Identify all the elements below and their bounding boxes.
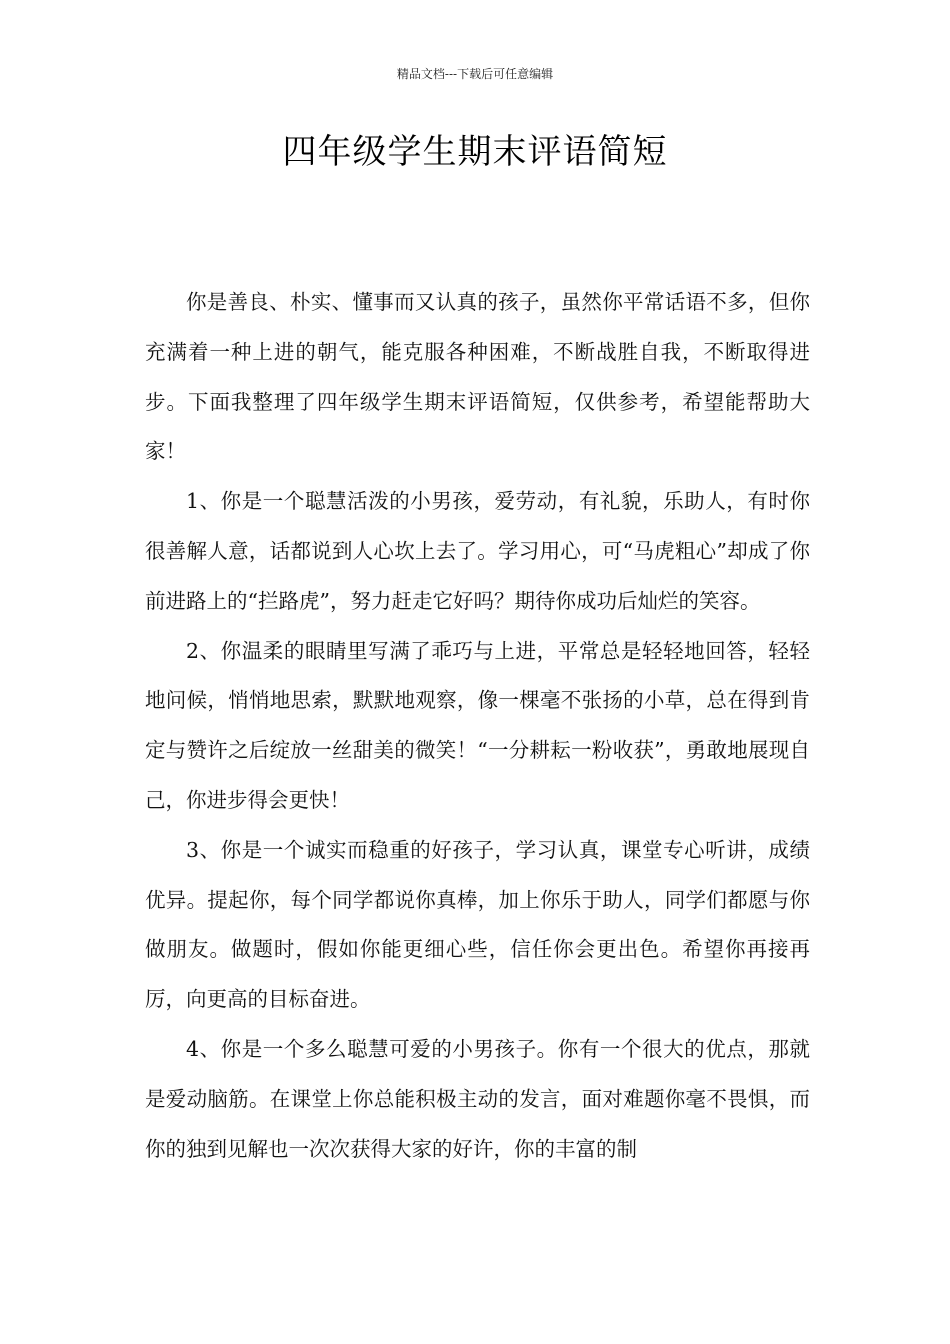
paragraph-comment-2: 2、你温柔的眼睛里写满了乖巧与上进，平常总是轻轻地回答，轻轻地问候，悄悄地思索，默默地观察，像一棵毫不张扬的小草，总在得到肯定与赞许之后绽放一丝甜美的微笑！“一分耕耘一粉收获”，勇敢地展现自己，你进步得会更快！ [145,638,810,812]
paragraph-comment-4: 4、你是一个多么聪慧可爱的小男孩子。你有一个很大的优点，那就是爱动脑筋。在课堂上你总能积极主动的发言，面对难题你毫不畏惧，而你的独到见解也一次次获得大家的好许，你的丰富的制 [145,1036,810,1161]
header-note: 精品文档---下载后可任意编辑 [396,67,554,81]
paragraph-intro: 你是善良、朴实、懂事而又认真的孩子，虽然你平常话语不多，但你充满着一种上进的朝气，能克服各种困难，不断战胜自我，不断取得进步。下面我整理了四年级学生期末评语简短，仅供参考，希望能帮助大家！ [145,290,810,464]
paragraph-comment-1: 1、你是一个聪慧活泼的小男孩，爱劳动，有礼貌，乐助人，有时你很善解人意，话都说到人心坎上去了。学习用心，可“马虎粗心”却成了你前进路上的“拦路虎”，努力赶走它好吗？期待你成功后灿烂的笑容。 [145,489,810,613]
document-body [145,278,810,1174]
document-title: 四年级学生期末评语简短 [282,132,668,172]
paragraph-comment-3: 3、你是一个诚实而稳重的好孩子，学习认真，课堂专心听讲，成绩优异。提起你，每个同学都说你真棒，加上你乐于助人，同学们都愿与你做朋友。做题时，假如你能更细心些，信任你会更出色。希望你再接再厉，向更高的目标奋进。 [145,837,810,1012]
